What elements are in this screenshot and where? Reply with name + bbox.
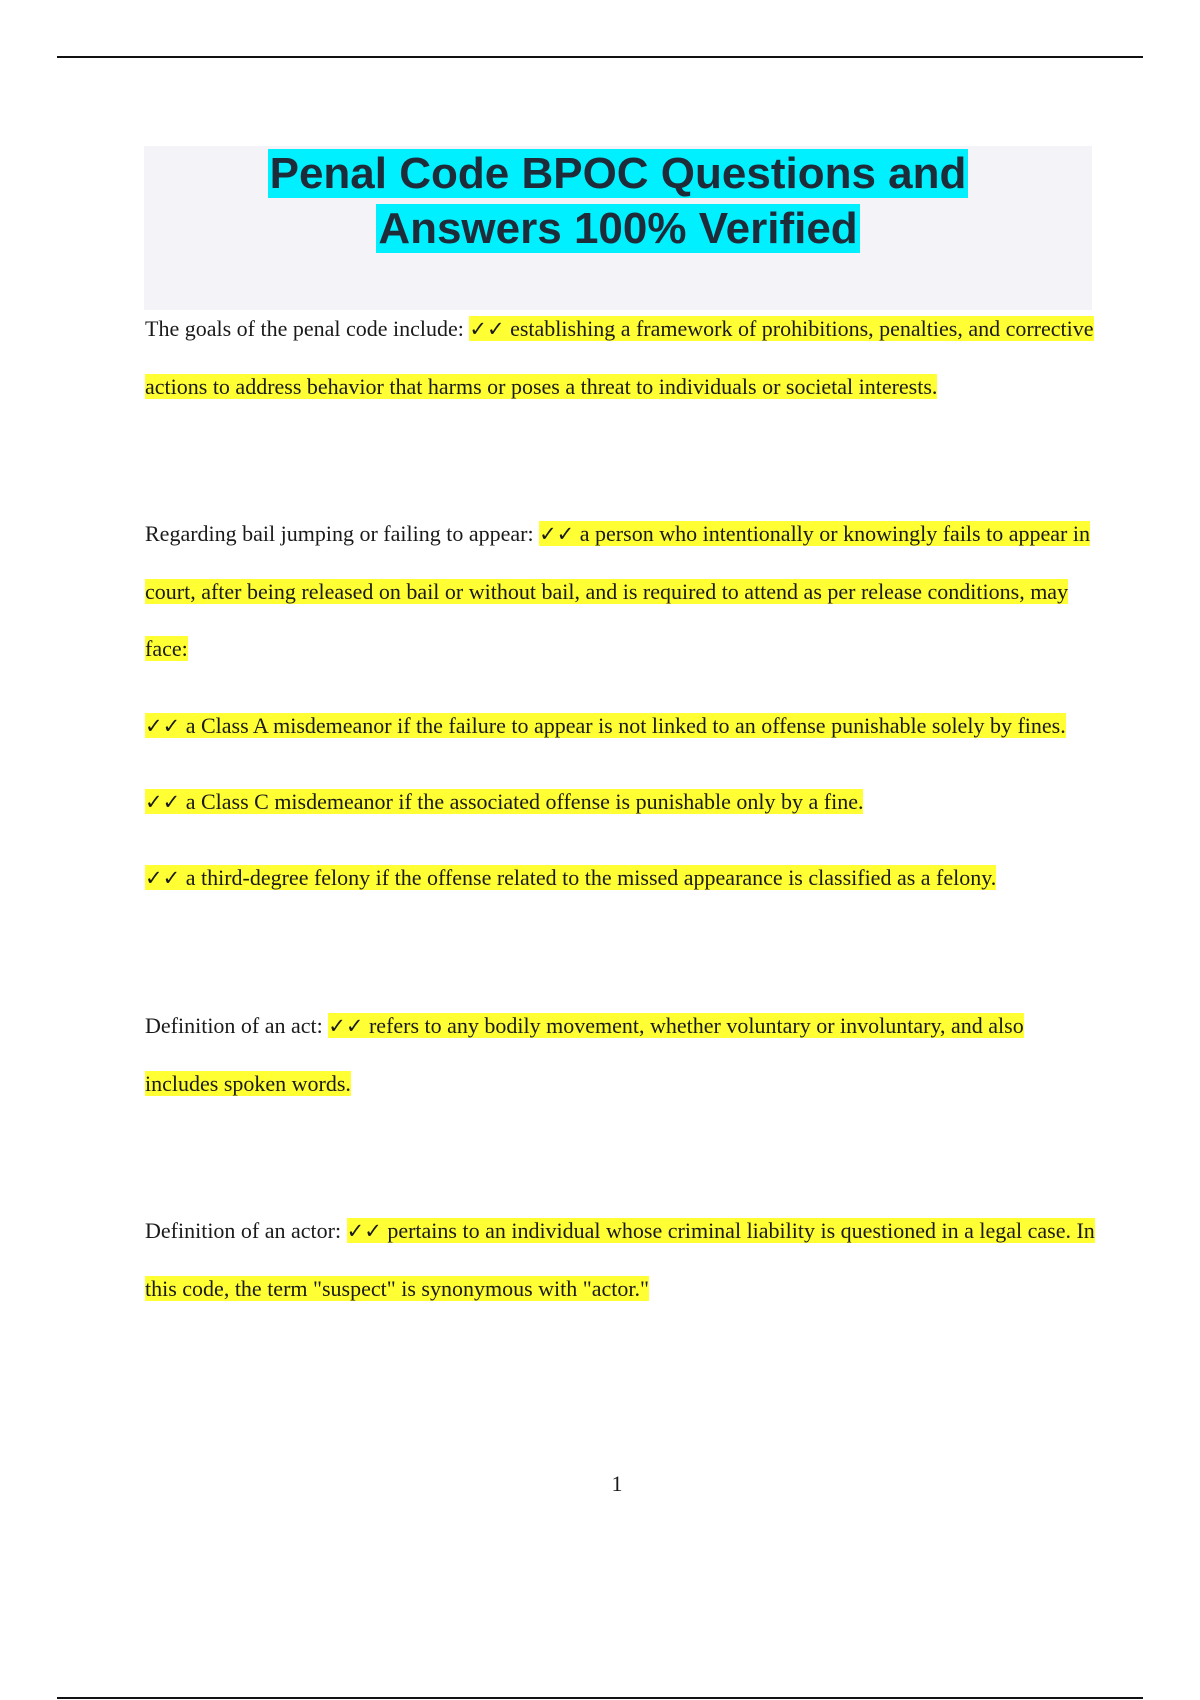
qa-item-bail-jumping [145, 505, 1095, 677]
question-text: Definition of an actor: [145, 1218, 342, 1243]
question-text: Regarding bail jumping or failing to appear: [145, 521, 534, 546]
sub-answer-class-a [145, 697, 1095, 755]
qa-item-goals [145, 300, 1095, 415]
double-check-icon: ✓✓ [469, 317, 505, 341]
top-rule [57, 56, 1143, 58]
title-line-2: Answers 100% Verified [378, 204, 858, 253]
answer-text: establishing a framework of prohibitions, penalties, and corrective actions to address behavior that harms or poses a threat to individuals or societal interests. [145, 316, 1094, 399]
answer-text: a Class A misdemeanor if the failure to appear is not linked to an offense punishable solely by fines. [185, 713, 1066, 738]
sub-answer-class-c [145, 773, 1095, 831]
double-check-icon: ✓✓ [145, 866, 181, 890]
answer-text: a person who intentionally or knowingly fails to appear in court, after being released on bail or without bail, and is required to attend as per release conditions, may face: [145, 521, 1090, 661]
double-check-icon: ✓✓ [539, 522, 575, 546]
title-line-1: Penal Code BPOC Questions and [269, 149, 967, 198]
title-banner [144, 146, 1092, 310]
answer-text: pertains to an individual whose criminal liability is questioned in a legal case. In this code, the term "suspect" is synonymous with "actor." [145, 1218, 1095, 1301]
answer-highlight [145, 713, 1066, 738]
document-title [144, 146, 1092, 256]
double-check-icon: ✓✓ [346, 1219, 382, 1243]
double-check-icon: ✓✓ [145, 714, 181, 738]
answer-highlight [145, 789, 863, 814]
sub-answer-felony [145, 849, 1095, 907]
question-text: Definition of an act: [145, 1013, 323, 1038]
double-check-icon: ✓✓ [328, 1014, 364, 1038]
qa-item-actor [145, 1202, 1095, 1317]
document-body [145, 300, 1095, 1317]
double-check-icon: ✓✓ [145, 790, 181, 814]
answer-text: a Class C misdemeanor if the associated offense is punishable only by a fine. [185, 789, 864, 814]
page-number: 1 [611, 1471, 623, 1496]
answer-text: refers to any bodily movement, whether voluntary or involuntary, and also includes spoken words. [145, 1013, 1024, 1096]
answer-highlight [145, 865, 996, 890]
bottom-rule [57, 1697, 1143, 1699]
question-text: The goals of the penal code include: [145, 316, 464, 341]
qa-item-act [145, 997, 1095, 1112]
answer-text: a third-degree felony if the offense related to the missed appearance is classified as a felony. [185, 865, 997, 890]
